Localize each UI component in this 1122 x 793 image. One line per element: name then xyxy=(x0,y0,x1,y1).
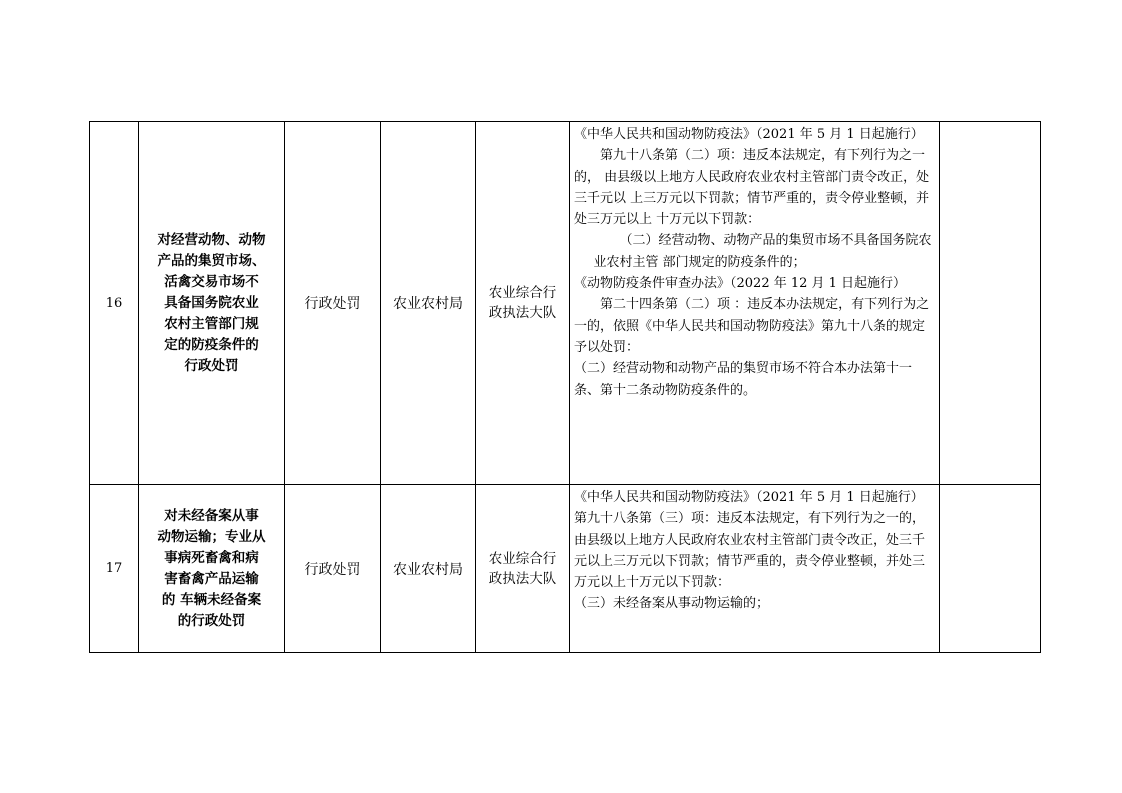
name-line: 事病死畜禽和病 xyxy=(164,549,259,566)
basis-paragraph: 《中华人民共和国动物防疫法》（2021 年 5 月 1 日起施行） xyxy=(574,127,924,142)
basis-paragraph: （二）经营动物、动物产品的集贸市场不具备国务院农业农村主管 部门规定的防疫条件的； xyxy=(593,233,932,270)
basis-paragraph: 第九十八条第（二）项：违反本法规定，有下列行为之一的， 由县级以上地方人民政府农业农村主管部门责令改正，处三千元以 上三万元以下罚款；情节严重的，责令停业整顿，并处三万元以上 十万元以下罚款： xyxy=(574,148,930,228)
name-line: 动物运输；专业从 xyxy=(157,528,266,545)
executing-unit xyxy=(476,485,570,653)
responsible-department: 农业农村局 xyxy=(381,485,476,653)
executor-line: 农业综合行 xyxy=(488,550,557,567)
remarks xyxy=(940,122,1041,485)
executor-line: 政执法大队 xyxy=(488,570,557,587)
penalty-item-name xyxy=(139,122,285,485)
name-line: 定的防疫条件的 xyxy=(164,336,259,353)
legal-basis xyxy=(570,485,940,653)
name-line: 活禽交易市场不 xyxy=(164,273,259,290)
executor-line: 政执法大队 xyxy=(488,305,557,321)
table-row xyxy=(90,485,1041,653)
table-row xyxy=(90,122,1041,485)
row-number: 16 xyxy=(90,122,139,485)
name-line: 的行政处罚 xyxy=(177,612,246,629)
executing-unit xyxy=(476,122,570,485)
remarks xyxy=(940,485,1041,653)
basis-paragraph: 第九十八条第（三）项：违反本法规定，有下列行为之一的， 由县级以上地方人民政府农业农村主管部门责令改正，处三千元以上三万元以下罚款；情节严重的，责令停业整顿，并处三万元以上十万元以下罚款： xyxy=(574,511,926,591)
responsible-department: 农业农村局 xyxy=(381,122,476,485)
name-line: 害畜禽产品运输 xyxy=(164,570,259,587)
power-category: 行政处罚 xyxy=(285,122,381,485)
name-line: 具备国务院农业 xyxy=(164,294,259,311)
row-number: 17 xyxy=(90,485,139,653)
basis-paragraph: （三）未经备案从事动物运输的； xyxy=(574,596,770,612)
penalty-item-name xyxy=(139,485,285,653)
name-line: 对经营动物、动物 xyxy=(157,231,266,248)
basis-paragraph: 第二十四条第（二）项 ：违反本办法规定，有下列行为之一的，依照《中华人民共和国动物防疫法》第九十八条的规定予以处罚： xyxy=(574,297,930,355)
executor-line: 农业综合行 xyxy=(488,285,557,301)
penalty-table xyxy=(89,121,1041,653)
basis-paragraph: 《中华人民共和国动物防疫法》（2021 年 5 月 1 日起施行） xyxy=(574,490,924,505)
basis-paragraph: （二）经营动物和动物产品的集贸市场不符合本办法第十一条、第十二条动物防疫条件的。 xyxy=(574,361,913,398)
name-line: 对未经备案从事 xyxy=(164,507,259,524)
name-line: 产品的集贸市场、 xyxy=(157,252,266,269)
name-line: 农村主管部门规 xyxy=(164,315,259,332)
legal-basis xyxy=(570,122,940,485)
name-line: 的 车辆未经备案 xyxy=(161,591,262,608)
name-line: 行政处罚 xyxy=(184,357,239,374)
power-category: 行政处罚 xyxy=(285,485,381,653)
basis-paragraph: 《动物防疫条件审查办法》（2022 年 12 月 1 日起施行） xyxy=(574,276,907,292)
